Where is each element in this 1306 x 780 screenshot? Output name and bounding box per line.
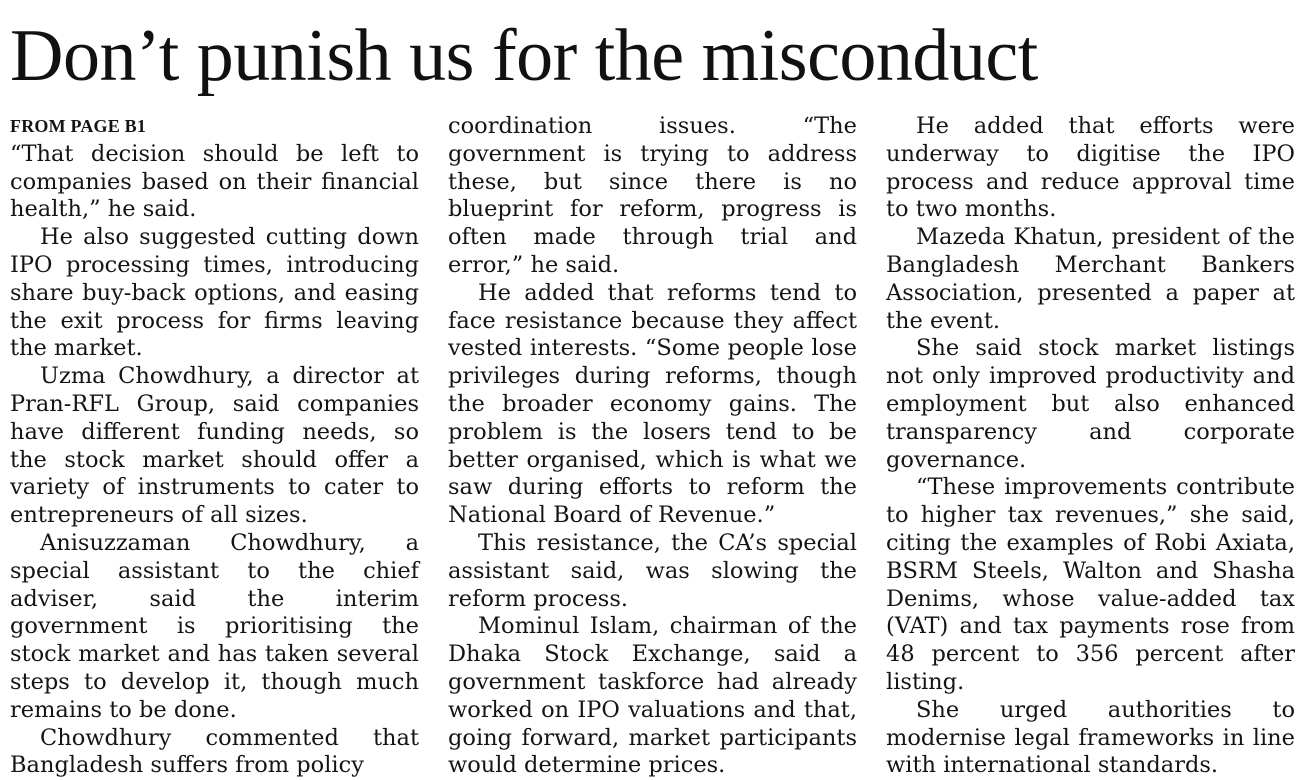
article-column-3	[886, 113, 1295, 780]
paragraph: coordination issues. “The government is trying to address these, but since there is no blueprint for reform, progress is often made through trial and error,” he said.	[448, 113, 857, 278]
article-column-1	[10, 113, 419, 780]
paragraph: “These improvements contribute to higher tax revenues,” she said, citing the examples of Robi Axiata, BSRM Steels, Walton and Shasha Denims, whose value-added tax (VAT) and tax payments rose from 48 percent to 356 percent after listing.	[886, 474, 1295, 695]
paragraph: Chowdhury commented that Bangladesh suffers from policy	[10, 724, 419, 779]
paragraph: He also suggested cutting down IPO processing times, introducing share buy-back options, and easing the exit process for firms leaving the market.	[10, 224, 419, 362]
paragraph: Uzma Chowdhury, a director at Pran-RFL Group, said companies have different funding needs, so the stock market should offer a variety of instruments to cater to entrepreneurs of all sizes.	[10, 363, 419, 529]
article-column-2	[448, 113, 857, 780]
dateline: FROM PAGE B1	[10, 116, 147, 136]
paragraph: He added that reforms tend to face resistance because they affect vested interests. “Some people lose privileges during reforms, though the broader economy gains. The problem is the losers tend to be better organised, which is what we saw during efforts to reform the National Board of Revenue.”	[448, 279, 857, 529]
paragraph: “That decision should be left to companies based on their financial health,” he said.	[10, 140, 419, 223]
paragraph: This resistance, the CA’s special assistant said, was slowing the reform process.	[448, 529, 857, 612]
paragraph: Mominul Islam, chairman of the Dhaka Stock Exchange, said a government taskforce had already worked on IPO valuations and that, going forward, market participants would determine prices.	[448, 613, 857, 779]
paragraph: Anisuzzaman Chowdhury, a special assistant to the chief adviser, said the interim government is prioritising the stock market and has taken several steps to develop it, though much remains to be done.	[10, 529, 419, 723]
headline: Don’t punish us for the misconduct	[10, 15, 1038, 97]
paragraph: She said stock market listings not only improved productivity and employment but also enhanced transparency and corporate governance.	[886, 335, 1295, 473]
paragraph: She urged authorities to modernise legal frameworks in line with international standards.	[886, 696, 1295, 779]
paragraph: He added that efforts were underway to digitise the IPO process and reduce approval time to two months.	[886, 113, 1295, 223]
paragraph: Mazeda Khatun, president of the Bangladesh Merchant Bankers Association, presented a paper at the event.	[886, 224, 1295, 334]
